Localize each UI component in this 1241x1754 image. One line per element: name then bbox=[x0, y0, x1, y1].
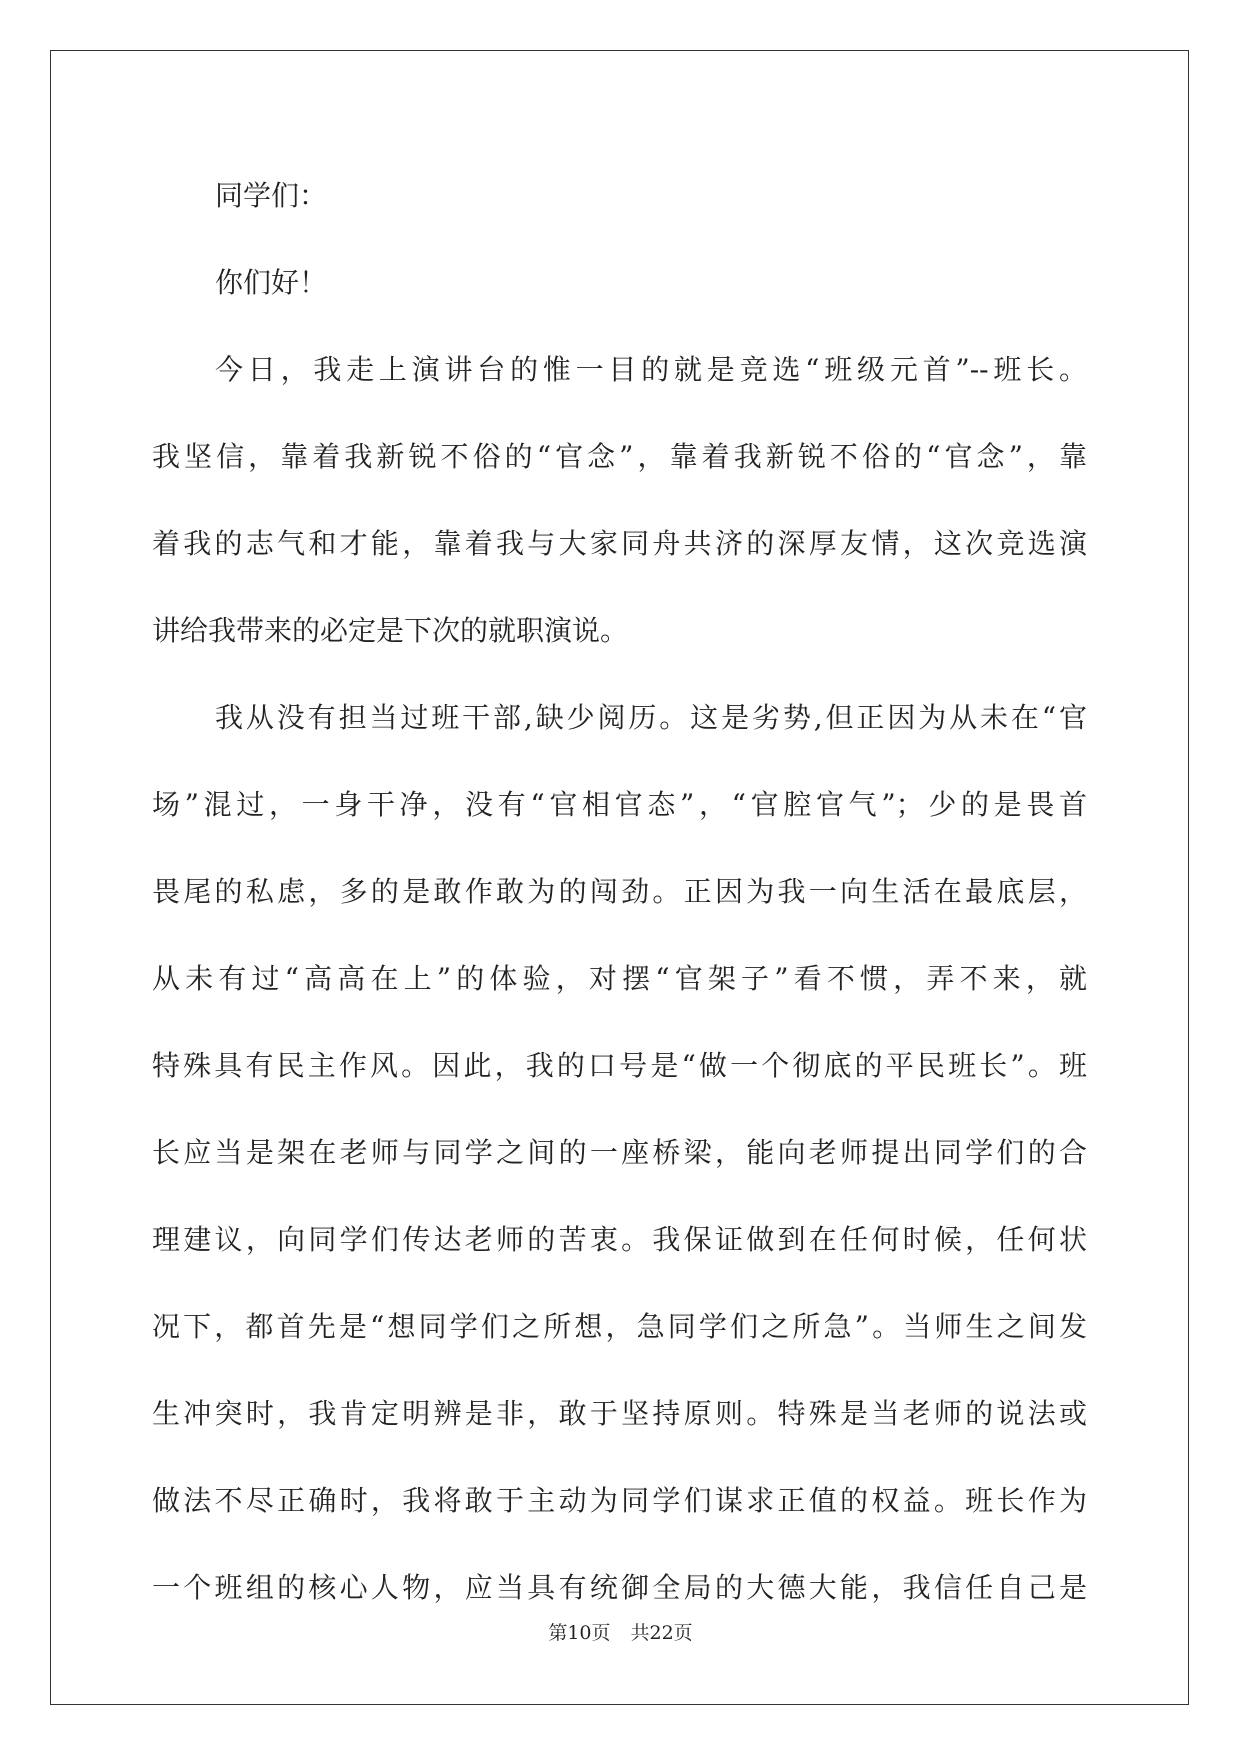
text-line: 讲给我带来的必定是下次的就职演说。 bbox=[152, 614, 629, 647]
text-line: 一个班组的核心人物，应当具有统御全局的大德大能，我信任自己是 bbox=[152, 1571, 1087, 1604]
text-line: 畏尾的私虑，多的是敢作敢为的闯劲。正因为我一向生活在最底层， bbox=[152, 875, 1087, 908]
text-line: 我坚信，靠着我新锐不俗的“官念”，靠着我新锐不俗的“官念”，靠 bbox=[152, 440, 1087, 473]
text-line: 同学们： bbox=[215, 179, 328, 212]
text-line: 长应当是架在老师与同学之间的一座桥梁，能向老师提出同学们的合 bbox=[152, 1136, 1087, 1169]
text-line: 场”混过，一身干净，没有“官相官态”，“官腔官气”；少的是畏首 bbox=[152, 788, 1087, 821]
text-line: 做法不尽正确时，我将敢于主动为同学们谋求正值的权益。班长作为 bbox=[152, 1484, 1087, 1517]
text-line: 特殊具有民主作风。因此，我的口号是“做一个彻底的平民班长”。班 bbox=[152, 1049, 1087, 1082]
text-line: 今日，我走上演讲台的惟一目的就是竞选“班级元首”--班长。 bbox=[215, 353, 1087, 386]
text-line: 你们好！ bbox=[215, 266, 328, 299]
page-footer bbox=[0, 1618, 1241, 1645]
document-body bbox=[152, 152, 1087, 1631]
page-number: 第10页 bbox=[548, 1622, 611, 1644]
text-line: 着我的志气和才能，靠着我与大家同舟共济的深厚友情，这次竞选演 bbox=[152, 527, 1087, 560]
text-line: 我从没有担当过班干部,缺少阅历。这是劣势,但正因为从未在“官 bbox=[215, 701, 1087, 734]
text-line: 生冲突时，我肯定明辨是非，敢于坚持原则。特殊是当老师的说法或 bbox=[152, 1397, 1087, 1430]
text-line: 况下，都首先是“想同学们之所想，急同学们之所急”。当师生之间发 bbox=[152, 1310, 1087, 1343]
text-line: 理建议，向同学们传达老师的苦衷。我保证做到在任何时候，任何状 bbox=[152, 1223, 1087, 1256]
text-line: 从未有过“高高在上”的体验，对摆“官架子”看不惯，弄不来，就 bbox=[152, 962, 1087, 995]
page-total: 共22页 bbox=[630, 1622, 693, 1644]
